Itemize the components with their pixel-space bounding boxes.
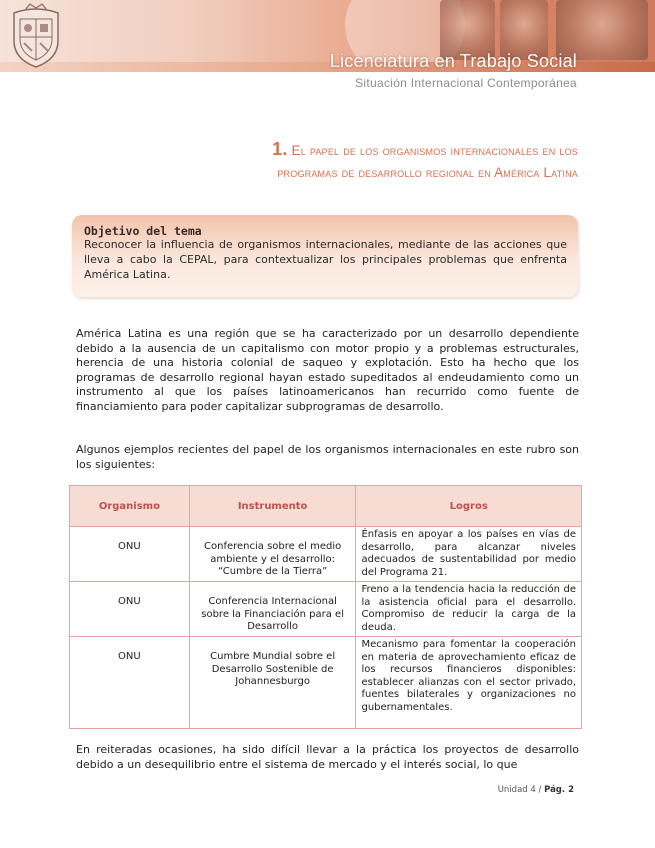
program-title: Licenciatura en Trabajo Social [329, 51, 577, 71]
paragraph-2: Algunos ejemplos recientes del papel de los organismos internacionales en este rubro son los siguientes: [76, 443, 579, 471]
table-header-row [70, 486, 582, 527]
cell-organismo: ONU [70, 527, 190, 582]
cell-logros: Énfasis en apoyar a los países en vías de desarrollo, para alcanzar niveles adecuados de sustentabilidad por medio del Programa 21. [356, 527, 582, 582]
table-row [70, 527, 582, 582]
cell-instrumento: Cumbre Mundial sobre el Desarrollo Sostenible de Johannesburgo [189, 637, 356, 729]
cell-organismo: ONU [70, 582, 190, 637]
paragraph-3: En reiteradas ocasiones, ha sido difícil llevar a la práctica los proyectos de desarrollo debido a un desequilibrio entre el sistema de mercado y el interés social, lo que [76, 743, 579, 771]
footer-page-number: Pág. 2 [544, 785, 574, 795]
header-instrumento: Instrumento [189, 486, 356, 527]
objective-text: Reconocer la influencia de organismos internacionales, mediante de las acciones que lleva a cabo la CEPAL, para contextualizar los principales problemas que enfrenta América Latina. [84, 238, 567, 281]
table-row [70, 637, 582, 729]
university-crest-icon [6, 3, 66, 69]
header-organismo: Organismo [70, 486, 190, 527]
objective-heading: Objetivo del tema [84, 224, 202, 238]
organisms-table [69, 485, 582, 729]
page-title [120, 138, 578, 184]
footer-unit: Unidad 4 / [497, 785, 542, 795]
cell-organismo: ONU [70, 637, 190, 729]
cell-logros: Freno a la tendencia hacia la reducción de la asistencia oficial para el desarrollo. Compromiso de reducir la carga de la deuda. [356, 582, 582, 637]
title-line-1: El papel de los organismos internacionales en los [291, 143, 578, 158]
course-title: Situación Internacional Contemporánea [355, 76, 577, 90]
title-line-2: programas de desarrollo regional en América Latina [277, 165, 578, 180]
objective-box [72, 215, 578, 297]
cell-instrumento: Conferencia Internacional sobre la Financiación para el Desarrollo [189, 582, 356, 637]
page-footer [498, 785, 574, 795]
header-logros: Logros [356, 486, 582, 527]
title-number: 1. [272, 139, 288, 159]
cell-logros: Mecanismo para fomentar la cooperación en materia de aprovechamiento eficaz de los recursos financieros disponibles: establecer alianzas con el sector privado, fuentes bilaterales y organizaciones no gubernamentales. [356, 637, 582, 729]
paragraph-1: América Latina es una región que se ha caracterizado por un desarrollo dependiente debido a la ausencia de un capitalismo con motor propio y a problemas estructurales, herencia de una historia colonial de saqueo y explotación. Esto ha hecho que los programas de desarrollo regional hayan estado supeditados al endeudamiento como un instrumento al que los países latinoamericanos han recurrido como fuente de financiamiento para poder capitalizar subprogramas de desarrollo. [76, 327, 579, 413]
cell-instrumento: Conferencia sobre el medio ambiente y el desarrollo: “Cumbre de la Tierra” [189, 527, 356, 582]
table-row [70, 582, 582, 637]
